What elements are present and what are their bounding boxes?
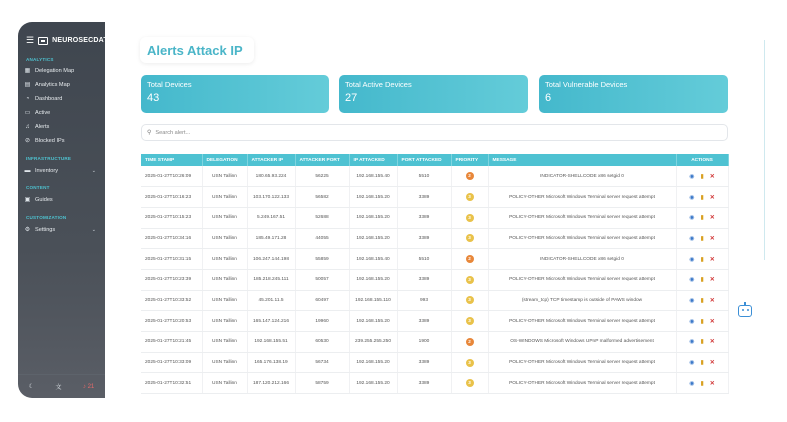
table-cell: USN Tallinn (202, 311, 247, 332)
table-cell: 1900 (397, 332, 451, 353)
table-cell: 2025-01-27T10:15:23 (141, 207, 202, 228)
table-cell: USN Tallinn (202, 166, 247, 187)
stat-card-total-vulnerable-devices (539, 75, 728, 113)
table-cell: 2025-01-27T10:16:23 (141, 187, 202, 208)
table-cell: 2025-01-27T10:33:52 (141, 290, 202, 311)
priority-badge: 3 (466, 317, 474, 325)
table-cell: 19960 (295, 311, 349, 332)
sidebar-item-label: Delegation Map (35, 67, 75, 74)
sidebar-item-label: Analytics Map (35, 81, 70, 88)
table-cell: 56582 (295, 187, 349, 208)
eye-icon[interactable]: ◉ (689, 277, 695, 284)
column-header[interactable]: TIME STAMP (141, 154, 202, 166)
table-row[interactable] (141, 249, 728, 270)
table-header-row (141, 154, 728, 166)
inventory-icon: ▬ (24, 167, 31, 174)
priority-cell (451, 166, 488, 187)
actions-cell (676, 166, 728, 187)
sidebar (18, 22, 113, 398)
table-row[interactable] (141, 290, 728, 311)
actions-cell (676, 249, 728, 270)
eye-icon[interactable]: ◉ (689, 194, 695, 201)
table-cell: 185.218.245.111 (247, 269, 295, 290)
eye-icon[interactable]: ◉ (689, 318, 695, 325)
scrollbar[interactable] (764, 40, 765, 260)
clipboard-icon[interactable]: ▮ (700, 235, 704, 242)
table-cell: 192.168.155.20 (349, 373, 397, 394)
actions-cell (676, 207, 728, 228)
column-header[interactable]: ACTIONS (676, 154, 728, 166)
priority-cell (451, 311, 488, 332)
priority-badge: 3 (466, 296, 474, 304)
table-cell: 3389 (397, 373, 451, 394)
table-cell: 50057 (295, 269, 349, 290)
table-cell: 993 (397, 290, 451, 311)
priority-cell (451, 332, 488, 353)
sidebar-item-blocked-ips[interactable] (24, 135, 100, 146)
analytics-icon: ▤ (24, 82, 31, 88)
logo-icon (38, 37, 48, 45)
table-cell: 165.147.124.216 (247, 311, 295, 332)
eye-icon[interactable]: ◉ (689, 173, 695, 180)
bell-icon: ♫ (25, 123, 30, 130)
column-header[interactable]: PORT ATTACKED (397, 154, 451, 166)
section-label-content: CONTENT (26, 185, 50, 190)
table-cell: 192.168.155.20 (349, 228, 397, 249)
clipboard-icon[interactable]: ▮ (700, 380, 704, 387)
stat-value: 6 (545, 92, 552, 104)
priority-badge: 3 (466, 359, 474, 367)
actions-cell (676, 352, 728, 373)
sidebar-footer (18, 374, 105, 398)
table-cell: USN Tallinn (202, 269, 247, 290)
delete-icon[interactable]: ✕ (709, 277, 715, 284)
table-cell: 3389 (397, 187, 451, 208)
table-cell: 58759 (295, 373, 349, 394)
delete-icon[interactable]: ✕ (709, 360, 715, 367)
priority-cell (451, 228, 488, 249)
eye-icon[interactable]: ◉ (689, 339, 695, 346)
sidebar-item-settings[interactable] (24, 224, 100, 235)
column-header[interactable]: IP ATTACKED (349, 154, 397, 166)
row-actions (677, 235, 728, 242)
table-row[interactable] (141, 311, 728, 332)
table-cell: USN Tallinn (202, 373, 247, 394)
moon-icon[interactable]: ☾ (28, 384, 35, 390)
section-label-analytics: ANALYTICS (26, 57, 54, 62)
table-cell: 192.168.155.110 (349, 290, 397, 311)
clipboard-icon[interactable]: ▮ (700, 339, 704, 346)
table-cell: 3389 (397, 207, 451, 228)
table-row[interactable] (141, 332, 728, 353)
table-cell: 180.65.93.224 (247, 166, 295, 187)
table-cell: 239.255.255.250 (349, 332, 397, 353)
table-cell: 2025-01-27T10:20:53 (141, 311, 202, 332)
map-icon: ▦ (24, 68, 31, 74)
translate-icon[interactable]: 文 (55, 385, 62, 391)
column-header[interactable]: DELEGATION (202, 154, 247, 166)
table-cell: 192.168.155.20 (349, 269, 397, 290)
sidebar-item-alerts[interactable] (24, 121, 100, 132)
table-cell: 3389 (397, 269, 451, 290)
priority-cell (451, 290, 488, 311)
block-icon: ⊘ (24, 138, 31, 144)
actions-cell (676, 269, 728, 290)
chatbot-icon[interactable] (738, 305, 752, 317)
notifications-button[interactable] (83, 384, 94, 390)
table-cell: POLICY-OTHER Microsoft Windows Terminal server request attempt (488, 311, 676, 332)
column-header[interactable]: MESSAGE (488, 154, 676, 166)
guides-icon: ▣ (24, 197, 31, 203)
table-row[interactable] (141, 228, 728, 249)
column-header[interactable]: ATTACKER PORT (295, 154, 349, 166)
brand[interactable] (26, 36, 113, 45)
table-row[interactable] (141, 269, 728, 290)
table-cell: 44055 (295, 228, 349, 249)
stat-label: Total Vulnerable Devices (545, 80, 628, 89)
table-cell: POLICY-OTHER Microsoft Windows Terminal server request attempt (488, 269, 676, 290)
table-cell: 52688 (295, 207, 349, 228)
sidebar-item-label: Alerts (35, 123, 50, 130)
table-cell: USN Tallinn (202, 207, 247, 228)
table-cell: 45.201.11.5 (247, 290, 295, 311)
table-cell: 192.168.155.20 (349, 207, 397, 228)
delete-icon[interactable]: ✕ (709, 256, 715, 263)
delete-icon[interactable]: ✕ (709, 297, 715, 304)
clipboard-icon[interactable]: ▮ (700, 277, 704, 284)
menu-icon[interactable]: ☰ (26, 35, 35, 45)
stat-label: Total Active Devices (345, 80, 412, 89)
alerts-table (141, 154, 729, 394)
table-cell: POLICY-OTHER Microsoft Windows Terminal server request attempt (488, 187, 676, 208)
actions-cell (676, 311, 728, 332)
chevron-down-icon: ⌄ (91, 226, 96, 233)
table-cell: USN Tallinn (202, 352, 247, 373)
priority-cell (451, 187, 488, 208)
table-cell: 192.168.155.40 (349, 249, 397, 270)
stat-label: Total Devices (147, 80, 192, 89)
priority-badge: 3 (466, 234, 474, 242)
table-cell: 3389 (397, 352, 451, 373)
table-cell: 192.168.155.51 (247, 332, 295, 353)
actions-cell (676, 373, 728, 394)
priority-cell (451, 373, 488, 394)
sidebar-item-analytics-map[interactable] (24, 79, 100, 90)
delete-icon[interactable]: ✕ (709, 215, 715, 222)
row-actions (677, 318, 728, 325)
table-cell: 2025-01-27T10:26:09 (141, 166, 202, 187)
section-label-customization: CUSTOMIZATION (26, 215, 67, 220)
table-cell: 56734 (295, 352, 349, 373)
table-cell: USN Tallinn (202, 228, 247, 249)
table-cell: 192.168.155.20 (349, 311, 397, 332)
sidebar-item-guides[interactable] (24, 194, 100, 205)
table-cell: USN Tallinn (202, 249, 247, 270)
table-cell: POLICY-OTHER Microsoft Windows Terminal server request attempt (488, 373, 676, 394)
priority-badge: 3 (466, 193, 474, 201)
table-cell: 60530 (295, 332, 349, 353)
table-cell: 55859 (295, 249, 349, 270)
row-actions (677, 359, 728, 366)
table-cell: INDICATOR-SHELLCODE x86 setgid 0 (488, 166, 676, 187)
table-cell: OS-WINDOWS Microsoft Windows UPnP malformed advertisement (488, 332, 676, 353)
row-actions (677, 276, 728, 283)
sidebar-item-label: Inventory (35, 167, 59, 174)
table-cell: 5510 (397, 249, 451, 270)
table-cell: 3389 (397, 311, 451, 332)
table-cell: 2025-01-27T10:34:16 (141, 228, 202, 249)
notification-count: 21 (87, 383, 95, 390)
eye-icon[interactable]: ◉ (689, 297, 695, 304)
priority-badge: 3 (466, 379, 474, 387)
table-cell: 185.49.171.28 (247, 228, 295, 249)
table-cell: USN Tallinn (202, 290, 247, 311)
table-cell: 2025-01-27T10:21:45 (141, 332, 202, 353)
page-title-card (140, 37, 254, 63)
table-cell: (stream_tcp) TCP timestamp is outside of PAWS window (488, 290, 676, 311)
actions-cell (676, 332, 728, 353)
page-title: Alerts Attack IP (147, 42, 243, 58)
table-cell: 2025-01-27T10:32:51 (141, 373, 202, 394)
table-cell: USN Tallinn (202, 187, 247, 208)
delete-icon[interactable]: ✕ (709, 339, 715, 346)
clipboard-icon[interactable]: ▮ (700, 256, 704, 263)
search-icon: ⚲ (147, 130, 152, 136)
table-cell: INDICATOR-SHELLCODE x86 setgid 0 (488, 249, 676, 270)
row-actions (677, 173, 728, 180)
clipboard-icon[interactable]: ▮ (700, 360, 704, 367)
clipboard-icon[interactable]: ▮ (700, 173, 704, 180)
eye-icon[interactable]: ◉ (689, 360, 695, 367)
delete-icon[interactable]: ✕ (709, 235, 715, 242)
table-body (141, 166, 728, 394)
sidebar-item-label: Guides (35, 196, 53, 203)
stat-card-total-active-devices (339, 75, 528, 113)
table-cell: 60497 (295, 290, 349, 311)
priority-cell (451, 352, 488, 373)
actions-cell (676, 290, 728, 311)
table-cell: 2025-01-27T10:31:15 (141, 249, 202, 270)
table-cell: 56225 (295, 166, 349, 187)
table-row[interactable] (141, 166, 728, 187)
table-cell: 192.168.155.40 (349, 166, 397, 187)
search-bar (141, 124, 728, 141)
table-cell: 165.176.138.19 (247, 352, 295, 373)
priority-cell (451, 207, 488, 228)
sidebar-item-delegation-map[interactable] (24, 65, 100, 76)
priority-badge: 3 (466, 214, 474, 222)
gear-icon: ⚙ (24, 227, 31, 233)
table-row[interactable] (141, 352, 728, 373)
priority-badge: 2 (466, 338, 474, 346)
sidebar-item-dashboard[interactable] (24, 93, 100, 104)
priority-cell (451, 269, 488, 290)
table-cell: 187.120.212.166 (247, 373, 295, 394)
search-input[interactable] (155, 130, 715, 136)
priority-badge: 2 (466, 255, 474, 263)
table-cell: POLICY-OTHER Microsoft Windows Terminal server request attempt (488, 228, 676, 249)
sidebar-item-label: Active (35, 109, 51, 116)
actions-cell (676, 187, 728, 208)
clipboard-icon[interactable]: ▮ (700, 297, 704, 304)
chevron-down-icon: ⌄ (91, 167, 96, 174)
table-cell: 192.168.155.20 (349, 352, 397, 373)
bell-icon: ♪ (82, 383, 86, 390)
section-label-infrastructure: INFRASTRUCTURE (26, 156, 72, 161)
table-cell: USN Tallinn (202, 332, 247, 353)
table-cell: 192.168.155.20 (349, 187, 397, 208)
delete-icon[interactable]: ✕ (709, 380, 715, 387)
brand-name: NEUROSECDATA (52, 37, 113, 44)
row-actions (677, 380, 728, 387)
table-cell: 106.247.144.198 (247, 249, 295, 270)
stat-value: 43 (147, 92, 160, 104)
active-icon: ▭ (24, 110, 31, 116)
table-cell: 103.170.122.133 (247, 187, 295, 208)
eye-icon[interactable]: ◉ (689, 256, 695, 263)
sidebar-item-label: Blocked IPs (35, 137, 65, 144)
sidebar-item-inventory[interactable] (24, 165, 100, 176)
clipboard-icon[interactable]: ▮ (700, 215, 704, 222)
delete-icon[interactable]: ✕ (709, 194, 715, 201)
table-row[interactable] (141, 207, 728, 228)
table-row[interactable] (141, 187, 728, 208)
eye-icon[interactable]: ◉ (689, 235, 695, 242)
priority-badge: 3 (466, 276, 474, 284)
column-header[interactable]: PRIORITY (451, 154, 488, 166)
delete-icon[interactable]: ✕ (709, 318, 715, 325)
eye-icon[interactable]: ◉ (689, 215, 695, 222)
stat-value: 27 (345, 92, 358, 104)
table-cell: 5510 (397, 166, 451, 187)
row-actions (677, 338, 728, 345)
dashboard-icon: ◔ (25, 95, 30, 102)
stat-card-total-devices (141, 75, 329, 113)
priority-badge: 2 (466, 172, 474, 180)
row-actions (677, 194, 728, 201)
table-cell: 2025-01-27T10:33:09 (141, 352, 202, 373)
clipboard-icon[interactable]: ▮ (700, 194, 704, 201)
table-cell: 2025-01-27T10:23:39 (141, 269, 202, 290)
table-row[interactable] (141, 373, 728, 394)
row-actions (677, 214, 728, 221)
actions-cell (676, 228, 728, 249)
clipboard-icon[interactable]: ▮ (700, 318, 704, 325)
table-cell: POLICY-OTHER Microsoft Windows Terminal server request attempt (488, 352, 676, 373)
table-cell: 5.249.167.51 (247, 207, 295, 228)
row-actions (677, 297, 728, 304)
eye-icon[interactable]: ◉ (689, 380, 695, 387)
row-actions (677, 256, 728, 263)
priority-cell (451, 249, 488, 270)
table-cell: 3389 (397, 228, 451, 249)
sidebar-item-active[interactable] (24, 107, 100, 118)
delete-icon[interactable]: ✕ (709, 173, 715, 180)
table-cell: POLICY-OTHER Microsoft Windows Terminal server request attempt (488, 207, 676, 228)
sidebar-item-label: Dashboard (35, 95, 63, 102)
column-header[interactable]: ATTACKER IP (247, 154, 295, 166)
sidebar-item-label: Settings (35, 226, 56, 233)
